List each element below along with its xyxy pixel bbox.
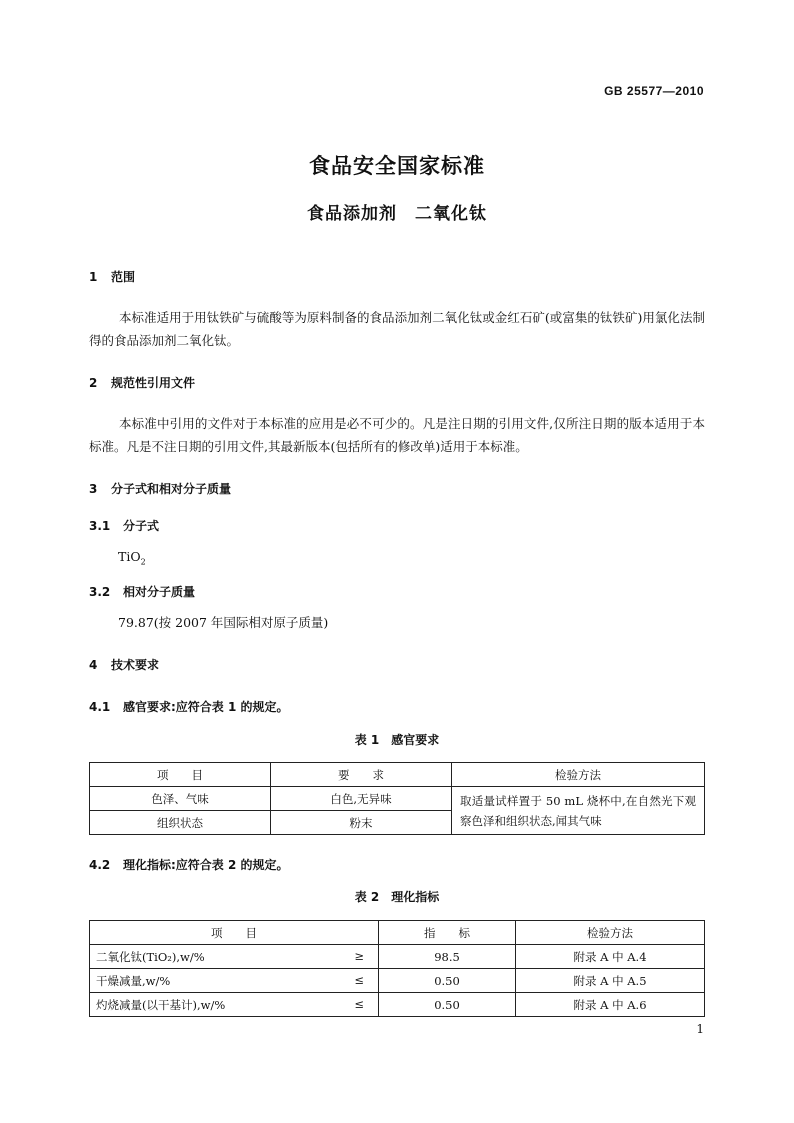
- section-title: 范围: [111, 270, 136, 284]
- table-header-row: [90, 921, 705, 945]
- table-cell: 色泽、气味: [90, 787, 271, 811]
- section-number: 1: [89, 270, 98, 284]
- formula-base: TiO: [118, 549, 141, 564]
- standard-number: GB 25577—2010: [604, 84, 704, 98]
- table-cell: 附录 A 中 A.6: [516, 993, 705, 1017]
- table-header-cell: 指 标: [379, 921, 516, 945]
- comparison-sign: ≤: [354, 996, 364, 1011]
- table-header-row: [90, 763, 705, 787]
- table-cell: 附录 A 中 A.5: [516, 969, 705, 993]
- section-3-heading: [89, 480, 231, 497]
- table-2-caption: 表 2 理化指标: [354, 890, 440, 904]
- table-row: [90, 993, 705, 1017]
- section-2-text: 本标准中引用的文件对于本标准的应用是必不可少的。凡是注日期的引用文件,仅所注日期的版本适用于本标准。凡是不注日期的引用文件,其最新版本(包括所有的修改单)适用于本标准。: [89, 416, 705, 454]
- section-number: 2: [89, 376, 98, 390]
- table-row: [90, 945, 705, 969]
- molecular-formula: [118, 549, 146, 567]
- table-cell-item: [90, 993, 379, 1017]
- item-label: 干燥减量,w/%: [96, 973, 171, 988]
- item-label: 二氧化钛(TiO₂),w/%: [96, 949, 205, 964]
- section-3-2-heading: [89, 583, 195, 600]
- table-cell: 粉末: [271, 811, 452, 835]
- table-cell: 0.50: [379, 993, 516, 1017]
- table-cell: 组织状态: [90, 811, 271, 835]
- section-4-2-heading: [89, 856, 289, 873]
- table-header-cell: 检验方法: [452, 763, 705, 787]
- table-1-sensory: [89, 762, 705, 835]
- section-1-heading: [89, 268, 135, 285]
- section-number: 4.2: [89, 858, 111, 872]
- table-cell-method: 取适量试样置于 50 mL 烧杯中,在自然光下观察色泽和组织状态,闻其气味: [452, 787, 705, 835]
- molecular-mass: 79.87(按 2007 年国际相对原子质量): [118, 615, 329, 630]
- section-number: 4.1: [89, 700, 111, 714]
- section-title: 感官要求:应符合表 1 的规定。: [123, 700, 289, 714]
- section-number: 3: [89, 482, 98, 496]
- section-4-1-heading: [89, 698, 289, 715]
- section-title: 规范性引用文件: [111, 376, 196, 390]
- section-number: 3.2: [89, 585, 111, 599]
- section-number: 4: [89, 658, 98, 672]
- table-cell: 0.50: [379, 969, 516, 993]
- section-title: 相对分子质量: [123, 585, 196, 599]
- document-title: 食品安全国家标准: [309, 154, 485, 178]
- section-3-1-heading: [89, 517, 159, 534]
- document-subtitle: 食品添加剂 二氧化钛: [307, 204, 487, 224]
- table-row: [90, 969, 705, 993]
- table-header-cell: 项 目: [90, 763, 271, 787]
- page-number: 1: [696, 1022, 704, 1036]
- formula-subscript: 2: [140, 557, 146, 567]
- table-cell: 附录 A 中 A.4: [516, 945, 705, 969]
- table-2-physicochemical: [89, 920, 705, 1017]
- table-cell: 白色,无异味: [271, 787, 452, 811]
- section-1-text: 本标准适用于用钛铁矿与硫酸等为原料制备的食品添加剂二氧化钛或金红石矿(或富集的钛铁矿)用氯化法制得的食品添加剂二氧化钛。: [89, 310, 705, 348]
- table-header-cell: 检验方法: [516, 921, 705, 945]
- section-2-heading: [89, 374, 195, 391]
- item-label: 灼烧减量(以干基计),w/%: [96, 997, 226, 1012]
- section-title: 技术要求: [111, 658, 160, 672]
- table-cell-item: [90, 969, 379, 993]
- section-4-heading: [89, 656, 159, 673]
- section-title: 分子式: [123, 519, 160, 533]
- comparison-sign: ≥: [354, 948, 364, 963]
- section-title: 理化指标:应符合表 2 的规定。: [123, 858, 289, 872]
- section-number: 3.1: [89, 519, 111, 533]
- comparison-sign: ≤: [354, 972, 364, 987]
- table-header-cell: 项 目: [90, 921, 379, 945]
- table-cell: 98.5: [379, 945, 516, 969]
- table-1-caption: 表 1 感官要求: [354, 733, 440, 747]
- table-cell-item: [90, 945, 379, 969]
- section-title: 分子式和相对分子质量: [111, 482, 232, 496]
- table-header-cell: 要 求: [271, 763, 452, 787]
- table-row: [90, 787, 705, 811]
